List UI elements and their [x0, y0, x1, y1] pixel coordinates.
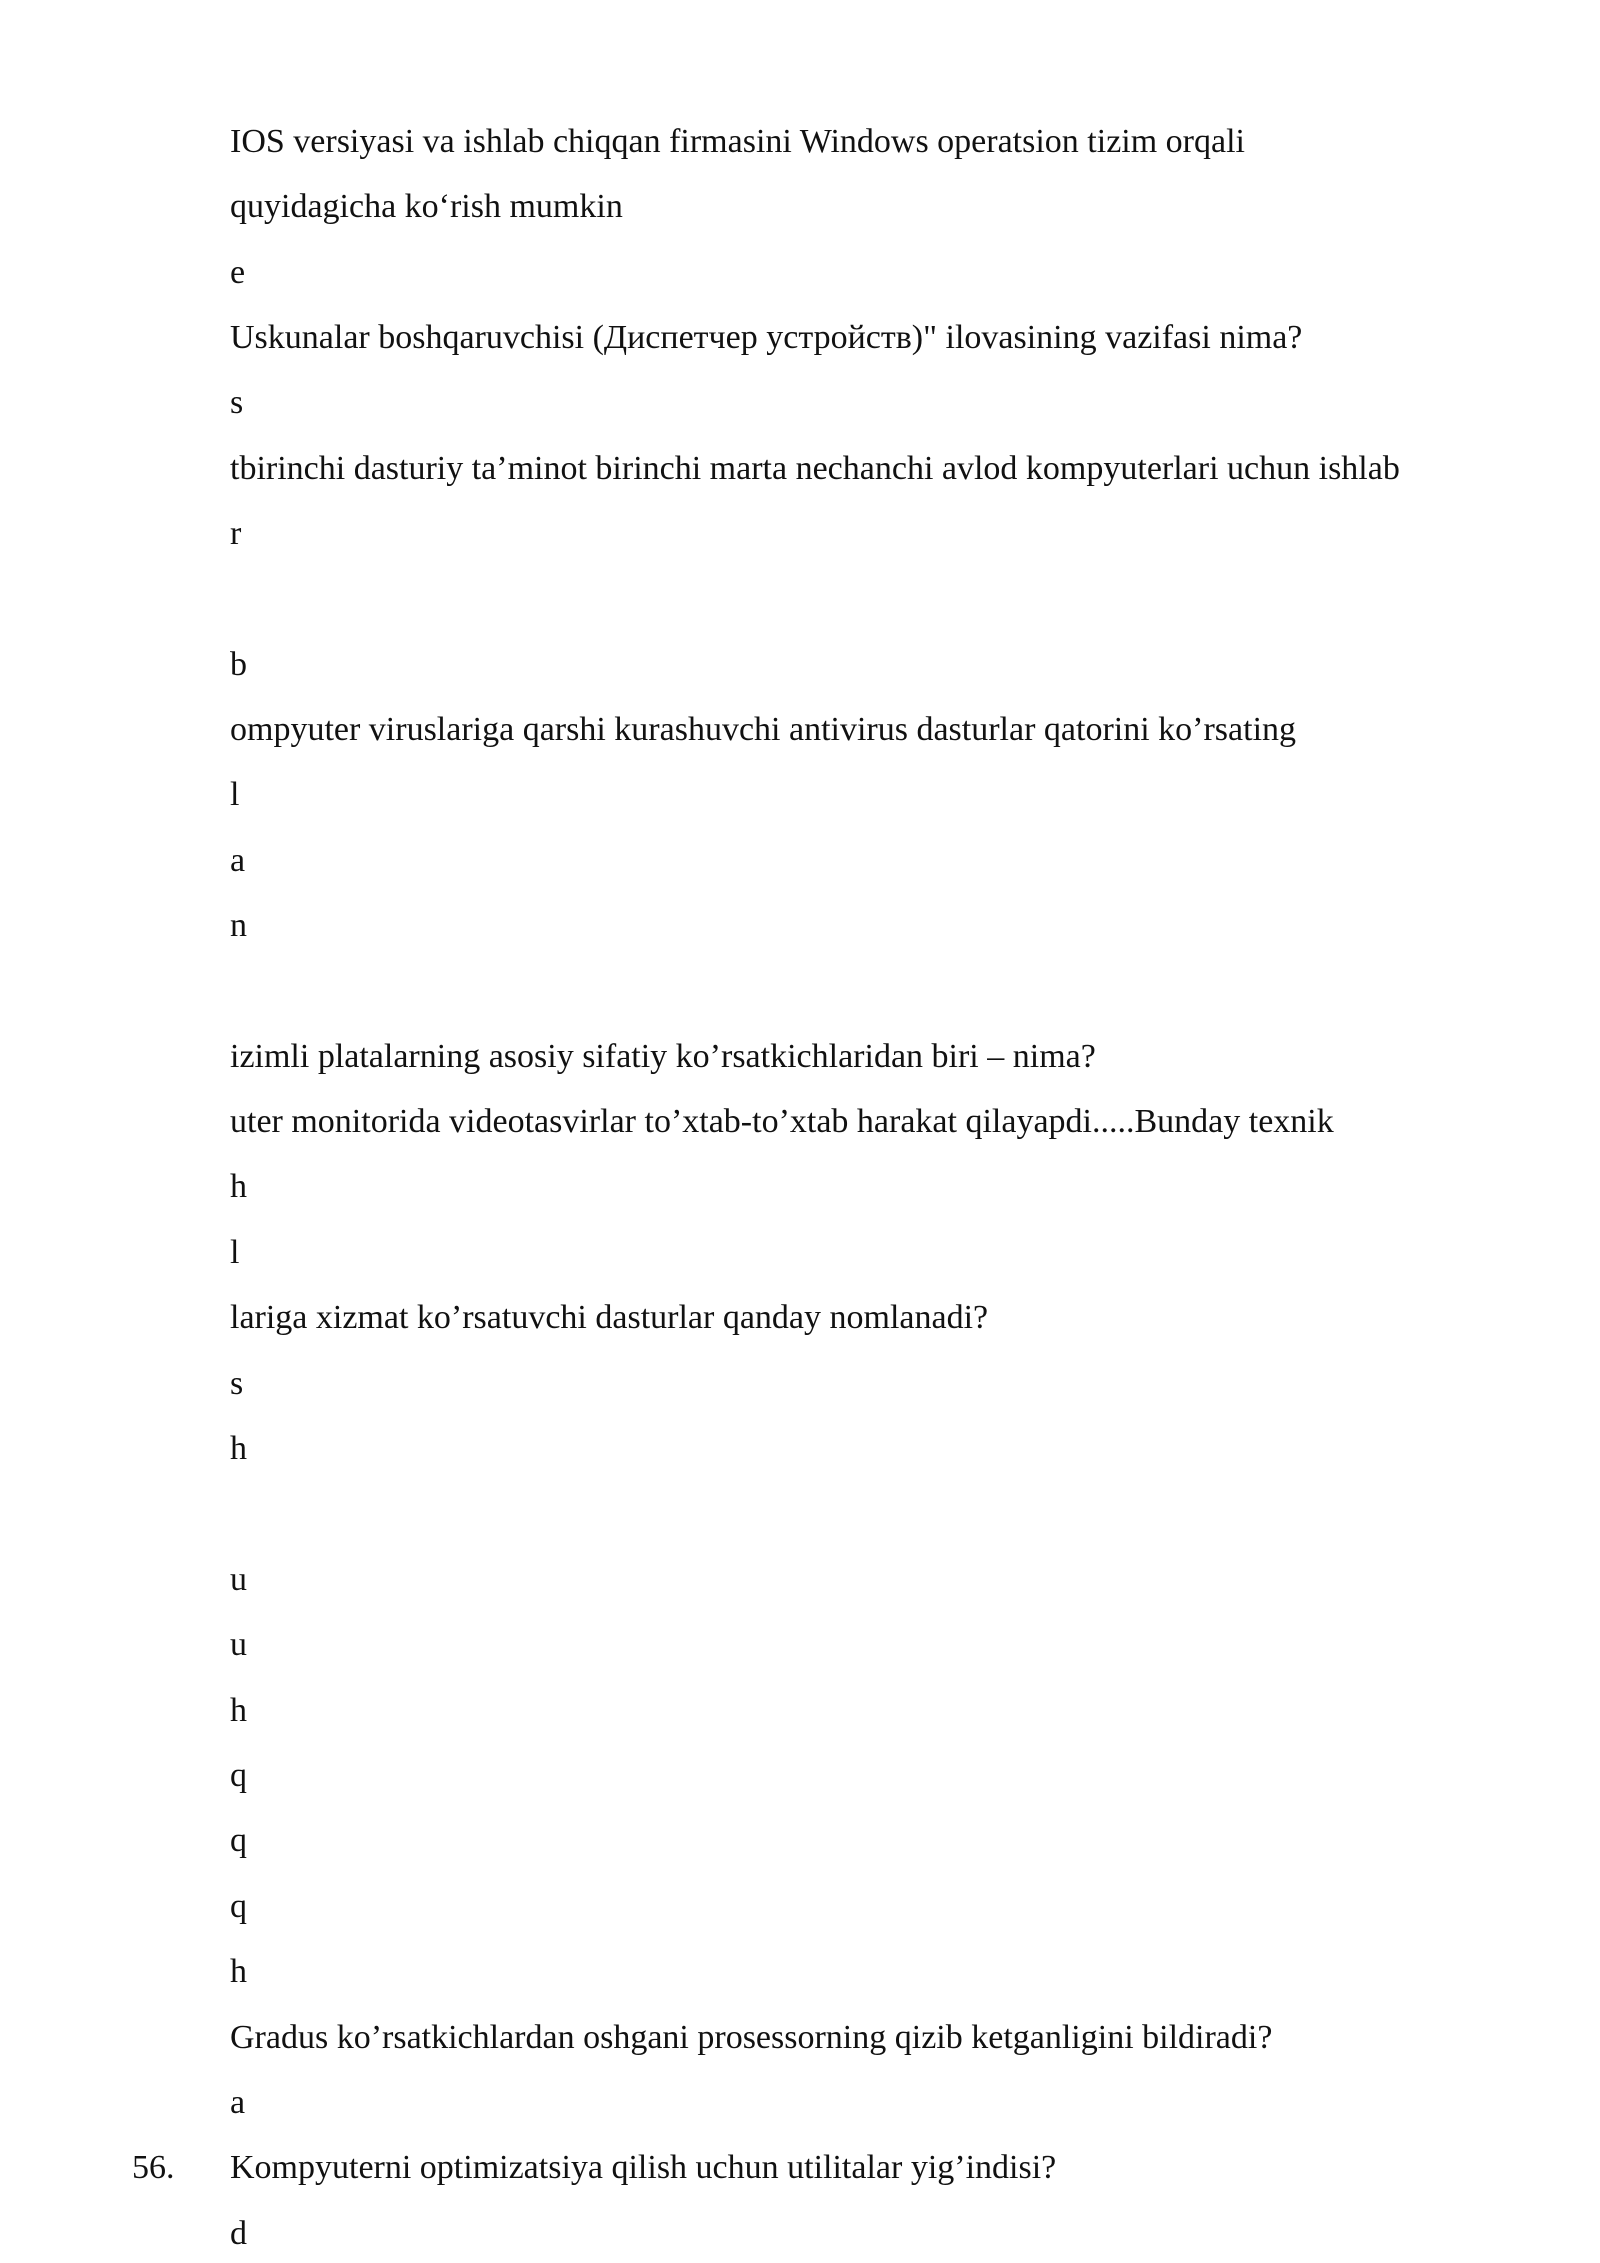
text-line: l [230, 776, 240, 813]
text-line: h [230, 1168, 247, 1205]
text-line: l [230, 1234, 240, 1271]
text-line: n [230, 907, 247, 944]
text-line: q [230, 1822, 247, 1859]
text-line: uter monitorida videotasvirlar to’xtab-to’xtab harakat qilayapdi.....Bunday texnik [230, 1103, 1334, 1140]
text-line: Uskunalar boshqaruvchisi (Диспетчер устройств)" ilovasining vazifasi nima? [230, 319, 1303, 356]
text-line: a [230, 842, 246, 879]
text-line: q [230, 1757, 247, 1794]
text-line: d [230, 2215, 247, 2252]
text-line: s [230, 1365, 244, 1402]
item-number: 56. [132, 2149, 175, 2186]
text-line: lariga xizmat ko’rsatuvchi dasturlar qanday nomlanadi? [230, 1299, 989, 1336]
text-line: u [230, 1626, 247, 1663]
text-line: h [230, 1692, 247, 1729]
text-line: r [230, 515, 242, 552]
text-line: quyidagicha ko‘rish mumkin [230, 188, 623, 225]
text-line: b [230, 646, 247, 683]
text-line: a [230, 2084, 246, 2121]
text-line: q [230, 1888, 247, 1925]
text-line: Kompyuterni optimizatsiya qilish uchun utilitalar yig’indisi? [230, 2149, 1057, 2186]
text-line: IOS versiyasi va ishlab chiqqan firmasini Windows operatsion tizim orqali [230, 123, 1245, 160]
text-line: tbirinchi dasturiy ta’minot birinchi marta nechanchi avlod kompyuterlari uchun ishlab [230, 450, 1400, 487]
text-line: e [230, 254, 246, 291]
text-line: s [230, 384, 244, 421]
text-line: h [230, 1953, 247, 1990]
text-line: u [230, 1561, 247, 1598]
text-line: izimli platalarning asosiy sifatiy ko’rsatkichlaridan biri – nima? [230, 1038, 1096, 1075]
text-line: ompyuter viruslariga qarshi kurashuvchi antivirus dasturlar qatorini ko’rsating [230, 711, 1297, 748]
text-line: Gradus ko’rsatkichlardan oshgani prosessorning qizib ketganligini bildiradi? [230, 2019, 1273, 2056]
text-line: h [230, 1430, 247, 1467]
